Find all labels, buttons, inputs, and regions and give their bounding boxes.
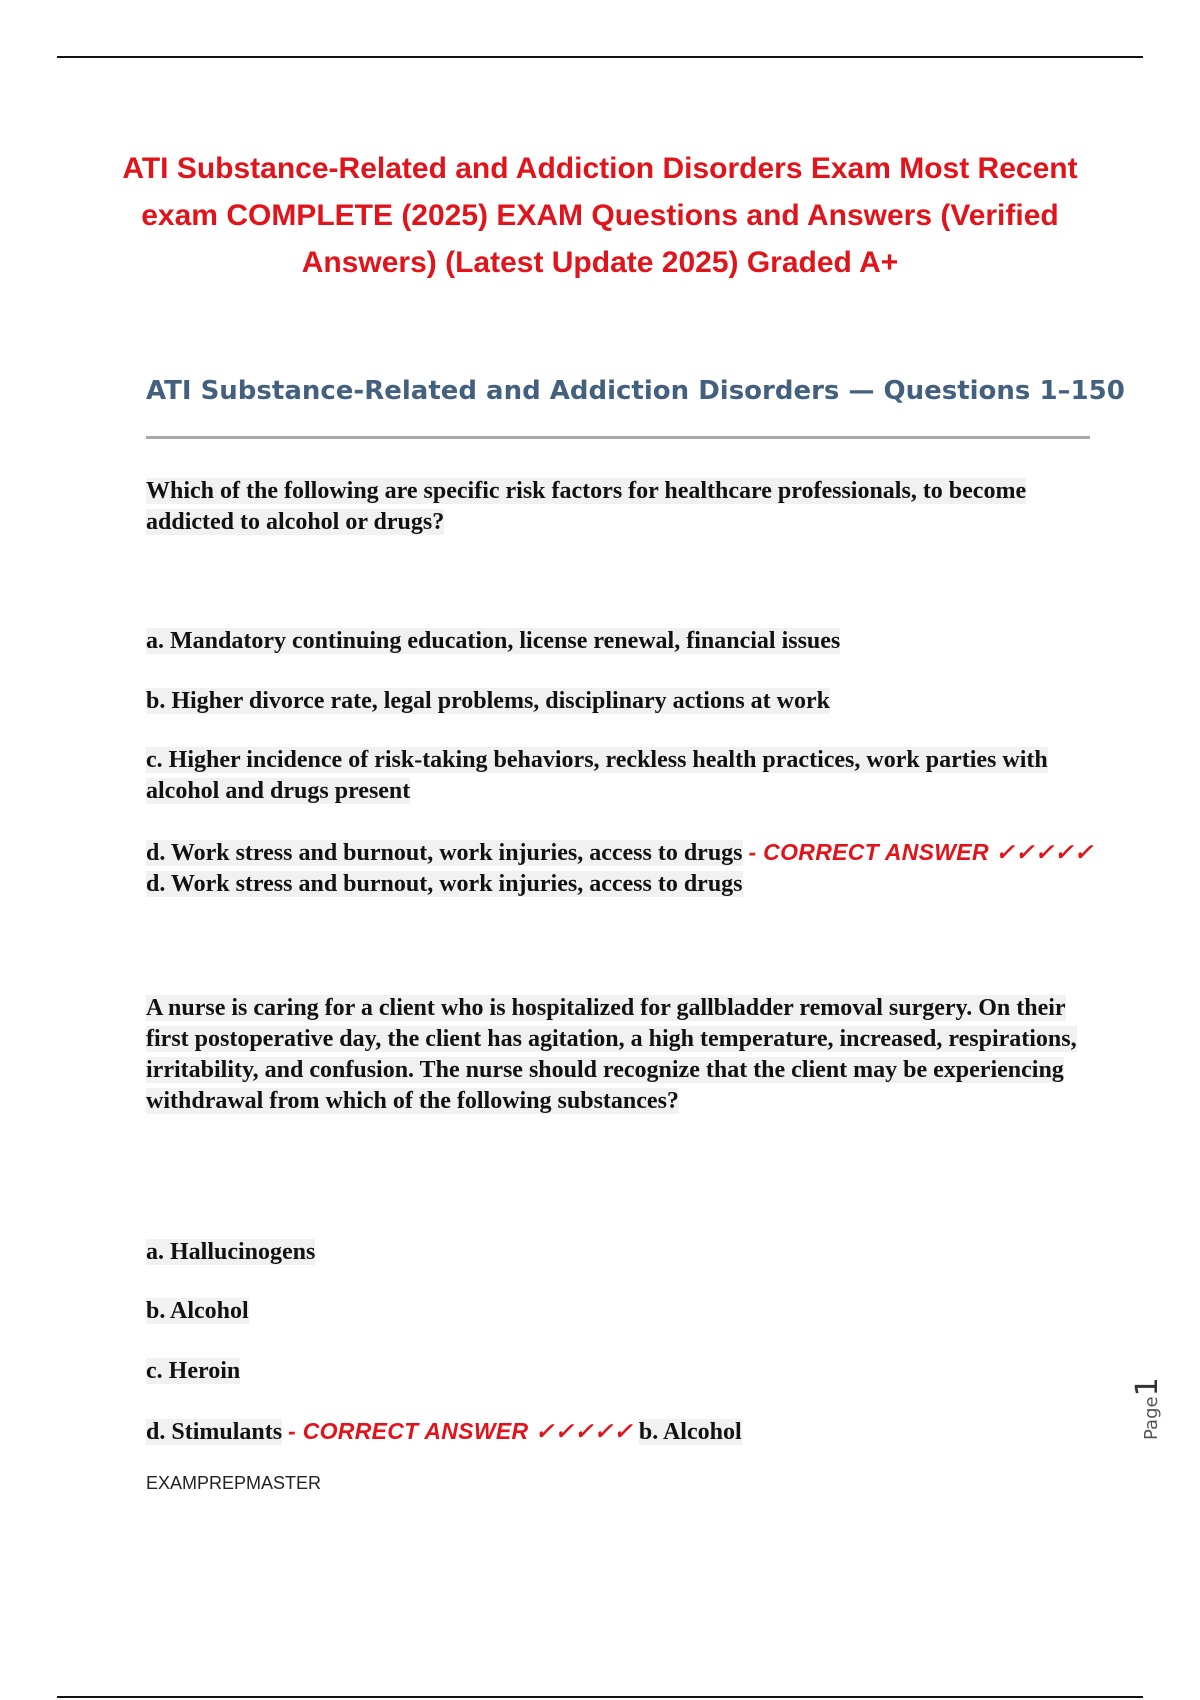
question-2-stem xyxy=(146,993,1096,1117)
page-label: Page xyxy=(1141,1396,1162,1440)
section-heading: ATI Substance-Related and Addiction Disorders — Questions 1–150 xyxy=(146,376,1125,406)
question-1-option-b xyxy=(146,686,1096,717)
question-text: A nurse is caring for a client who is hospitalized for gallbladder removal surgery. On their first postoperative day, the client has agitation, a high temperature, increased, respirations, irritability, and confusion. The nurse should recognize that the client may be experiencing withdrawal from which of the following substances? xyxy=(146,995,1077,1114)
page-number: 1 xyxy=(1130,1377,1165,1397)
question-1-stem xyxy=(146,476,1096,538)
option-text: d. Stimulants xyxy=(146,1419,283,1445)
document-title: ATI Substance-Related and Addiction Disorders Exam Most Recent exam COMPLETE (2025) EXAM Questions and Answers (Verified Answers) (Latest Update 2025) Graded A+ xyxy=(122,152,1078,279)
option-text: c. Heroin xyxy=(146,1358,241,1384)
question-text: Which of the following are specific risk factors for healthcare professionals, to become addicted to alcohol or drugs? xyxy=(146,478,1027,535)
footer-brand: EXAMPREPMASTER xyxy=(146,1473,322,1493)
question-2-option-a xyxy=(146,1237,1096,1268)
question-1-option-d xyxy=(146,837,1096,900)
option-text: d. Work stress and burnout, work injuries, access to drugs xyxy=(146,840,743,866)
page-number-marker xyxy=(1130,1377,1165,1440)
section-heading-rule xyxy=(146,436,1090,439)
header-rule xyxy=(57,56,1143,58)
option-text: b. Higher divorce rate, legal problems, disciplinary actions at work xyxy=(146,688,830,714)
question-2-option-c xyxy=(146,1356,1096,1387)
option-text: b. Alcohol xyxy=(146,1298,249,1324)
question-1-option-a xyxy=(146,626,1096,657)
option-text: a. Mandatory continuing education, license renewal, financial issues xyxy=(146,628,841,654)
option-text: c. Higher incidence of risk-taking behaviors, reckless health practices, work parties with alcohol and drugs present xyxy=(146,747,1048,804)
footer-rule xyxy=(57,1696,1143,1698)
answer-text: d. Work stress and burnout, work injuries, access to drugs xyxy=(146,871,743,897)
option-text: a. Hallucinogens xyxy=(146,1239,316,1265)
answer-text: b. Alcohol xyxy=(638,1419,742,1445)
question-2-option-b xyxy=(146,1296,1096,1327)
correct-answer-marker: - CORRECT ANSWER ✓✓✓✓✓ xyxy=(748,839,1094,865)
question-2-option-d xyxy=(146,1416,1096,1448)
question-1-option-c xyxy=(146,745,1096,807)
correct-answer-marker: - CORRECT ANSWER ✓✓✓✓✓ xyxy=(288,1418,633,1444)
